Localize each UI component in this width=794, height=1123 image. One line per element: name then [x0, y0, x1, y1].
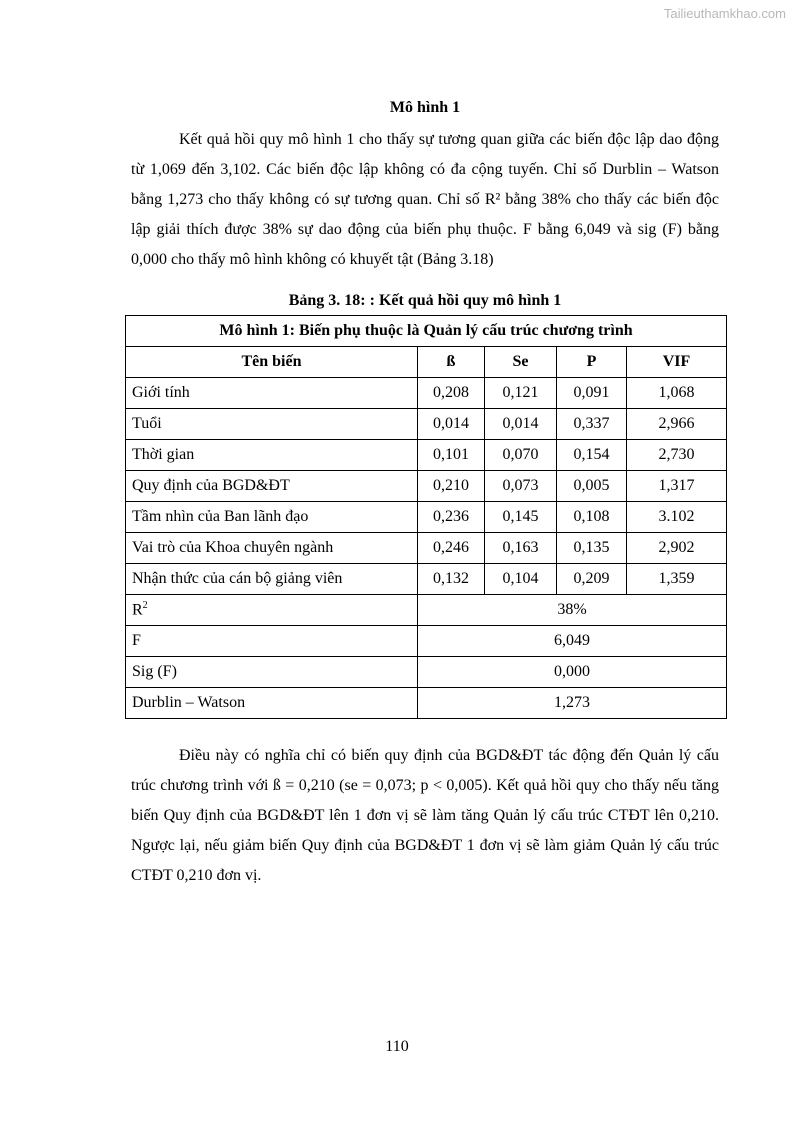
table-row: [126, 502, 727, 533]
p-value: 0,108: [557, 502, 627, 533]
table-title-row: [126, 316, 727, 347]
vif-value: 2,730: [627, 440, 727, 471]
summary-label: Durblin – Watson: [126, 688, 418, 719]
se-value: 0,014: [485, 409, 557, 440]
table-title: Mô hình 1: Biến phụ thuộc là Quản lý cấu trúc chương trình: [126, 316, 727, 347]
summary-row: [126, 595, 727, 626]
p-value: 0,091: [557, 378, 627, 409]
summary-row: [126, 657, 727, 688]
beta-value: 0,014: [418, 409, 485, 440]
column-header: Tên biến: [126, 347, 418, 378]
regression-table: [125, 315, 727, 719]
vif-value: 1,068: [627, 378, 727, 409]
p-value: 0,154: [557, 440, 627, 471]
beta-value: 0,208: [418, 378, 485, 409]
r-squared-superscript: 2: [142, 600, 148, 612]
se-value: 0,163: [485, 533, 557, 564]
summary-label: F: [126, 626, 418, 657]
summary-label: Sig (F): [126, 657, 418, 688]
vif-value: 3.102: [627, 502, 727, 533]
table-row: [126, 564, 727, 595]
section-heading: Mô hình 1: [389, 99, 461, 116]
section-intro: [131, 96, 719, 313]
watermark: Tailieuthamkhao.com: [663, 6, 786, 21]
intro-paragraph: Kết quả hồi quy mô hình 1 cho thấy sự tương quan giữa các biến độc lập dao động từ 1,069 đến 3,102. Các biến độc lập không có đa cộng tuyến. Chỉ số Durblin – Watson bằng 1,273 cho thấy không có sự tương quan. Chỉ số R² bằng 38% cho thấy các biến độc lập giải thích được 38% sự dao động của biến phụ thuộc. F bằng 6,049 và sig (F) bằng 0,000 cho thấy mô hình không có khuyết tật (Bảng 3.18): [131, 131, 719, 268]
column-header: Se: [485, 347, 557, 378]
summary-row: [126, 688, 727, 719]
page-number: 110: [385, 1038, 409, 1055]
vif-value: 2,902: [627, 533, 727, 564]
vif-value: 1,317: [627, 471, 727, 502]
p-value: 0,135: [557, 533, 627, 564]
beta-value: 0,101: [418, 440, 485, 471]
se-value: 0,145: [485, 502, 557, 533]
variable-name: Giới tính: [126, 378, 418, 409]
conclusion-section: [131, 741, 719, 891]
summary-value: 1,273: [418, 688, 727, 719]
table-header-row: [126, 347, 727, 378]
beta-value: 0,246: [418, 533, 485, 564]
conclusion-paragraph: Điều này có nghĩa chỉ có biến quy định của BGD&ĐT tác động đến Quản lý cấu trúc chương trình với ß = 0,210 (se = 0,073; p < 0,005). Kết quả hồi quy cho thấy nếu tăng biến Quy định của BGD&ĐT lên 1 đơn vị sẽ làm tăng Quản lý cấu trúc CTĐT lên 0,210. Ngược lại, nếu giảm biến Quy định của BGD&ĐT 1 đơn vị sẽ làm giảm Quản lý cấu trúc CTĐT 0,210 đơn vị.: [131, 747, 719, 884]
se-value: 0,121: [485, 378, 557, 409]
p-value: 0,209: [557, 564, 627, 595]
beta-value: 0,132: [418, 564, 485, 595]
p-value: 0,337: [557, 409, 627, 440]
r-squared-label: R: [132, 601, 143, 619]
se-value: 0,070: [485, 440, 557, 471]
table-row: [126, 533, 727, 564]
summary-value: 38%: [418, 595, 727, 626]
vif-value: 2,966: [627, 409, 727, 440]
variable-name: Thời gian: [126, 440, 418, 471]
summary-row: [126, 626, 727, 657]
table-row: [126, 378, 727, 409]
variable-name: Tầm nhìn của Ban lãnh đạo: [126, 502, 418, 533]
table-row: [126, 409, 727, 440]
column-header: VIF: [627, 347, 727, 378]
summary-label: [126, 595, 418, 626]
variable-name: Quy định của BGD&ĐT: [126, 471, 418, 502]
beta-value: 0,236: [418, 502, 485, 533]
summary-value: 0,000: [418, 657, 727, 688]
se-value: 0,104: [485, 564, 557, 595]
se-value: 0,073: [485, 471, 557, 502]
table-caption: Bảng 3. 18: : Kết quả hồi quy mô hình 1: [288, 292, 562, 309]
table-row: [126, 471, 727, 502]
column-header: P: [557, 347, 627, 378]
beta-value: 0,210: [418, 471, 485, 502]
variable-name: Tuổi: [126, 409, 418, 440]
vif-value: 1,359: [627, 564, 727, 595]
summary-value: 6,049: [418, 626, 727, 657]
column-header: ß: [418, 347, 485, 378]
table-row: [126, 440, 727, 471]
variable-name: Vai trò của Khoa chuyên ngành: [126, 533, 418, 564]
p-value: 0,005: [557, 471, 627, 502]
variable-name: Nhận thức của cán bộ giảng viên: [126, 564, 418, 595]
